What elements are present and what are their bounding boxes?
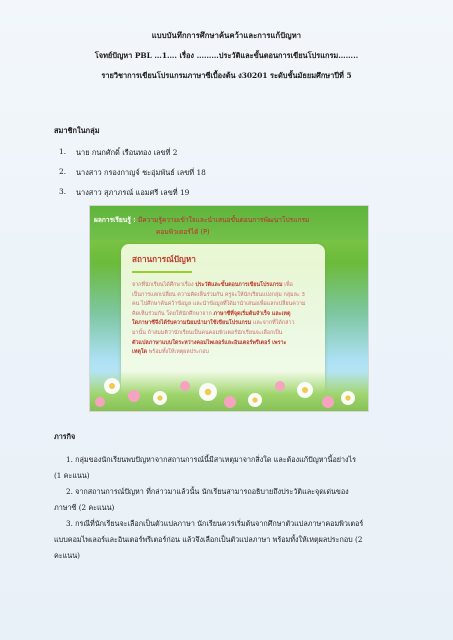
document-header [0, 30, 453, 82]
task-item-1: 1. กลุ่มของนักเรียนพบปัญหาจากสถานการณ์นี้มีสาเหตุมาจากสิ่งใด และต้องแก้ปัญหานี้อย่างไร [66, 455, 357, 464]
member-item [54, 187, 414, 199]
situation-line: จากที่นักเรียนได้ศึกษาเรื่อง [132, 282, 194, 288]
member-number: 3. [59, 187, 67, 196]
member-number: 2. [59, 167, 67, 176]
situation-text [132, 281, 315, 358]
situation-line: เป็นการแลกเปลี่ยน ความคิดเห็นร่วมกัน ครูจะให้นักเรียนแบ่งกลุ่ม กลุ่มละ 3 [132, 291, 305, 298]
member-name: นางสาว กรองกาญจ์ ชะอุ่มพันธ์ เลขที่ 18 [76, 168, 206, 177]
task-item-1-score: (1 คะแนน) [54, 471, 90, 480]
situation-highlight: ประวัติและขั้นตอนการเขียนโปรแกรม [195, 282, 283, 288]
situation-line: คน ไปศึกษาค้นคว้าข้อมูล และนำข้อมูลที่ได้มานำเสนอเพื่อแลกเปลี่ยนความ [132, 301, 306, 308]
flower-decoration-icon [90, 356, 368, 411]
situation-line: คิดเห็นร่วมกัน โดยให้นักศึกษาจาก [132, 310, 212, 317]
members-section [54, 125, 414, 207]
learning-outcome-text-cont: คอมพิวเตอร์ได้ (P) [156, 228, 210, 236]
problem-situation-banner [89, 205, 369, 412]
document-title: แบบบันทึกการศึกษาค้นคว้าและการแก้ปัญหา [151, 31, 302, 40]
member-number: 1. [59, 147, 67, 156]
member-item [54, 167, 414, 179]
situation-line: มานั้น ถ้าสมมติว่านักเรียนเป็นคนคอมพิวเตอร์นักเรียนจะเลือกเป็น [132, 329, 283, 336]
task-item-3: 3. กรณีที่นักเรียนจะเลือกเป็นตัวแปลภาษา นักเรียนควรเริ่มต้นจากศึกษาตัวแปลภาษาคอมพิวเตอร์ [66, 519, 364, 528]
members-title: สมาชิกในกลุ่ม [54, 126, 100, 135]
member-name: นางสาว สุภาภรณ์ แอมศรี เลขที่ 19 [76, 188, 190, 197]
members-list [54, 147, 414, 199]
task-item-3-cont: แบบคอมไพเลอร์และอินเตอร์พรีเตอร์ก่อน แล้วจึงเลือกเป็นตัวแปลภาษา พร้อมทั้งให้เหตุผลประกอบ (2 [54, 535, 363, 544]
tasks-section [54, 430, 404, 565]
task-item-3-score: คะแนน) [54, 551, 80, 560]
learning-outcome-strip [90, 206, 368, 240]
situation-highlight: ภาษาซีที่จุดเริ่มต้นจำเร็จ และเหตุ [213, 310, 291, 317]
learning-outcome-text: มีความรู้ความเข้าใจและนำเสนอขั้นตอนการพัฒนาโปรแกรม [137, 216, 310, 224]
situation-highlight: ตัวแปลภาษาแบบใดระหว่างคอมไพเลอร์และอินเตอร์พรีเตอร์ เพราะ [132, 339, 287, 346]
situation-title: สถานการณ์ปัญหา [132, 253, 196, 273]
member-name: นาย กนกศักดิ์ เรือนทอง เลขที่ 2 [76, 148, 178, 157]
task-item-2-cont: ภาษาซี (2 คะแนน) [54, 503, 115, 512]
task-item-2: 2. จากสถานการณ์ปัญหา ที่กล่าวมาแล้วนั้น นักเรียนสามารถอธิบายถึงประวัติและจุดเด่นของ [66, 487, 349, 496]
situation-highlight: ใดภาษาซีจึงได้รับความนิยมนำมาใช้เขียนโปรแกรม [132, 320, 252, 327]
situation-line: เพื่อ [282, 282, 293, 288]
learning-outcome-label: ผลการเรียนรู้ : [94, 216, 136, 224]
situation-line: พร้อมทั้งให้เหตุผลประกอบ [147, 349, 209, 356]
situation-highlight: เหตุใด [132, 349, 148, 356]
member-item [54, 147, 414, 159]
tasks-title: ภารกิจ [54, 432, 76, 441]
problem-line: โจทย์ปัญหา PBL …1…. เรื่อง ………ประวัติและขั้นตอนการเขียนโปรแกรม…….. [94, 51, 359, 60]
subject-line: รายวิชาการเขียนโปรแกรมภาษาซีเบื้องต้น ง30201 ระดับชั้นมัธยมศึกษาปีที่ 5 [101, 71, 352, 80]
situation-line: และจากที่ได้กล่าว [251, 320, 295, 327]
